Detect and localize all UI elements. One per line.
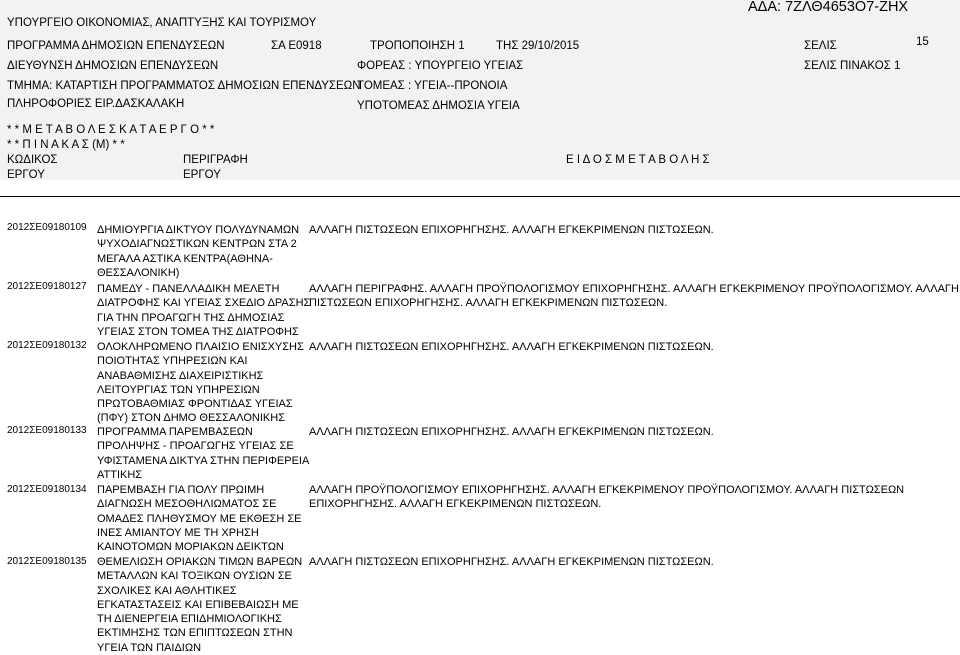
- modification-date: ΤΗΣ 29/10/2015: [496, 40, 580, 52]
- desc-line: ΠΡΟΓΡΑΜΜΑ ΠΑΡΕΜΒΑΣΕΩΝ: [97, 426, 253, 438]
- desc-line: ΘΕΣΣΑΛΟΝΙΚΗ): [97, 266, 180, 279]
- table-page-label: ΣΕΛΙΣ ΠΙΝΑΚΟΣ 1: [804, 60, 901, 72]
- desc-line: ΥΓΕΙΑ ΤΩΝ ΠΑΙΔΙΩΝ: [97, 641, 202, 654]
- desc-line: ΘΕΜΕΛΙΩΣΗ ΟΡΙΑΚΩΝ ΤΙΜΩΝ ΒΑΡΕΩΝ: [97, 556, 303, 568]
- row-description: [97, 425, 310, 482]
- row-description: [97, 555, 307, 655]
- desc-line: ΤΗ ΔΙΕΝΕΡΓΕΙΑ ΕΠΙΔΗΜΙΟΛΟΓΙΚΗΣ: [97, 613, 282, 626]
- department-name: ΤΜΗΜΑ: ΚΑΤΑΡΤΙΣΗ ΠΡΟΓΡΑΜΜΑΤΟΣ ΔΗΜΟΣΙΩΝ ΕΠΕΝΔΥΣΕΩΝ: [7, 80, 361, 92]
- row-code: 2012ΣΕ09180135: [7, 556, 87, 567]
- desc-line: ΑΤΤΙΚΗΣ: [97, 468, 143, 481]
- ministry-name: ΥΠΟΥΡΓΕΙΟ ΟΙΚΟΝΟΜΙΑΣ, ΑΝΑΠΤΥΞΗΣ ΚΑΙ ΤΟΥΡΙΣΜΟΥ: [7, 17, 317, 29]
- desc-line: ΟΜΑΔΕΣ ΠΛΗΘΥΣΜΟΥ ΜΕ ΕΚΘΕΣΗ ΣΕ: [97, 512, 302, 525]
- title-changes: * * Μ Ε Τ Α Β Ο Λ Ε Σ Κ Α Τ Α Ε Ρ Γ Ο * *: [7, 124, 215, 136]
- col-code-header-line2: ΕΡΓΟΥ: [7, 169, 45, 181]
- row-change-type: ΑΛΛΑΓΗ ΠΙΣΤΩΣΕΩΝ ΕΠΙΧΟΡΗΓΗΣΗΣ. ΑΛΛΑΓΗ ΕΓΚΕΚΡΙΜΕΝΩΝ ΠΙΣΤΩΣΕΩΝ.: [309, 556, 714, 568]
- desc-line: ΕΚΤΙΜΗΣΗΣ ΤΩΝ ΕΠΙΠΤΩΣΕΩΝ ΣΤΗΝ: [97, 627, 293, 640]
- desc-line: ΥΦΙΣΤΑΜΕΝΑ ΔΙΚΤΥΑ ΣΤΗΝ ΠΕΡΙΦΕΡΕΙΑ: [97, 454, 310, 467]
- col-desc-header-line1: ΠΕΡΙΓΡΑΦΗ: [183, 154, 248, 166]
- desc-line: ΕΓΚΑΤΑΣΤΑΣΕΙΣ ΚΑΙ ΕΠΙΒΕΒΑΙΩΣΗ ΜΕ: [97, 598, 299, 611]
- row-change-type: ΑΛΛΑΓΗ ΠΙΣΤΩΣΕΩΝ ΕΠΙΧΟΡΗΓΗΣΗΣ. ΑΛΛΑΓΗ ΕΓΚΕΚΡΙΜΕΝΩΝ ΠΙΣΤΩΣΕΩΝ.: [309, 426, 714, 438]
- desc-line: ΔΙΑΤΡΟΦΗΣ ΚΑΙ ΥΓΕΙΑΣ ΣΧΕΔΙΟ ΔΡΑΣΗΣ: [97, 297, 311, 310]
- desc-line: ΠΑΜΕΔΥ - ΠΑΝΕΛΛΑΔΙΚΗ ΜΕΛΕΤΗ: [97, 283, 280, 295]
- desc-line: ΠΟΙΟΤΗΤΑΣ ΥΠΗΡΕΣΙΩΝ ΚΑΙ: [97, 355, 248, 368]
- row-code: 2012ΣΕ09180127: [7, 281, 87, 292]
- desc-line: ΙΝΕΣ ΑΜΙΑΝΤΟΥ ΜΕ ΤΗ ΧΡΗΣΗ: [97, 526, 259, 539]
- program-name: ΠΡΟΓΡΑΜΜΑ ΔΗΜΟΣΙΩΝ ΕΠΕΝΔΥΣΕΩΝ: [7, 40, 225, 52]
- desc-line: ΔΗΜΙΟΥΡΓΙΑ ΔΙΚΤΥΟΥ ΠΟΛΥΔΥΝΑΜΩΝ: [97, 224, 300, 236]
- desc-line: ΠΡΩΤΟΒΑΘΜΙΑΣ ΦΡΟΝΤΙΔΑΣ ΥΓΕΙΑΣ: [97, 398, 293, 411]
- desc-line: ΠΑΡΕΜΒΑΣΗ ΓΙΑ ΠΟΛΥ ΠΡΩΙΜΗ: [97, 484, 265, 496]
- desc-line: ΜΕΓΑΛΑ ΑΣΤΙΚΑ ΚΕΝΤΡΑ(ΑΘΗΝΑ-: [97, 252, 273, 265]
- page-number: 15: [916, 36, 929, 48]
- ada-code: ΑΔΑ: 7ΖΛΘ4653Ο7-ΖΗΧ: [748, 0, 909, 15]
- col-code-header-line1: ΚΩΔΙΚΟΣ: [7, 154, 58, 166]
- title-table: * * Π Ι Ν Α Κ Α Σ (Μ) * *: [7, 139, 125, 151]
- row-change-type: ΑΛΛΑΓΗ ΠΙΣΤΩΣΕΩΝ ΕΠΙΧΟΡΗΓΗΣΗΣ. ΑΛΛΑΓΗ ΕΓΚΕΚΡΙΜΕΝΩΝ ΠΙΣΤΩΣΕΩΝ.: [309, 224, 714, 236]
- page-label: ΣΕΛΙΣ: [804, 40, 837, 52]
- row-code: 2012ΣΕ09180109: [7, 222, 87, 233]
- desc-line: ΟΛΟΚΛΗΡΩΜΕΝΟ ΠΛΑΙΣΙΟ ΕΝΙΣΧΥΣΗΣ: [97, 341, 304, 353]
- row-change-type: ΑΛΛΑΓΗ ΠΙΣΤΩΣΕΩΝ ΕΠΙΧΟΡΗΓΗΣΗΣ. ΑΛΛΑΓΗ ΕΓΚΕΚΡΙΜΕΝΩΝ ΠΙΣΤΩΣΕΩΝ.: [309, 341, 714, 353]
- row-description: [97, 223, 307, 280]
- desc-line: ΚΑΙΝΟΤΟΜΩΝ ΜΟΡΙΑΚΩΝ ΔΕΙΚΤΩΝ: [97, 541, 284, 554]
- sa-code: ΣΑ Ε0918: [271, 40, 322, 52]
- desc-line: ΑΝΑΒΑΘΜΙΣΗΣ ΔΙΑΧΕΙΡΙΣΤΙΚΗΣ: [97, 369, 264, 382]
- desc-line: ΨΥΧΟΔΙΑΓΝΩΣΤΙΚΩΝ ΚΕΝΤΡΩΝ ΣΤΑ 2: [97, 238, 297, 251]
- sector-name: ΤΟΜΕΑΣ : ΥΓΕΙΑ--ΠΡΟΝΟΙΑ: [357, 80, 508, 92]
- desc-line: ΜΕΤΑΛΛΩΝ ΚΑΙ ΤΟΞΙΚΩΝ ΟΥΣΙΩΝ ΣΕ: [97, 570, 292, 583]
- desc-line: ΓΙΑ ΤΗΝ ΠΡΟΑΓΩΓΗ ΤΗΣ ΔΗΜΟΣΙΑΣ: [97, 311, 285, 324]
- table-top-rule: [0, 196, 960, 197]
- directorate-name: ΔΙΕΥΘΥΝΣΗ ΔΗΜΟΣΙΩΝ ΕΠΕΝΔΥΣΕΩΝ: [7, 60, 219, 72]
- col-desc-header-line2: ΕΡΓΟΥ: [183, 169, 221, 181]
- row-description: [97, 340, 307, 426]
- desc-line: ΛΕΙΤΟΥΡΓΙΑΣ ΤΩΝ ΥΠΗΡΕΣΙΩΝ: [97, 383, 260, 396]
- subsector-name: ΥΠΟΤΟΜΕΑΣ ΔΗΜΟΣΙΑ ΥΓΕΙΑ: [357, 100, 520, 112]
- desc-line: ΥΓΕΙΑΣ ΣΤΟΝ ΤΟΜΕΑ ΤΗΣ ΔΙΑΤΡΟΦΗΣ: [97, 325, 299, 338]
- row-change-type: ΑΛΛΑΓΗ ΠΡΟΫΠΟΛΟΓΙΣΜΟΥ ΕΠΙΧΟΡΗΓΗΣΗΣ. ΑΛΛΑΓΗ ΕΓΚΕΚΡΙΜΕΝΟΥ ΠΡΟΫΠΟΛΟΓΙΣΜΟΥ. ΑΛΛΑΓΗ ΠΙΣΤΩΣΕΩΝ ΕΠΙΧΟΡΗΓΗΣΗΣ. ΑΛΛΑΓΗ ΕΓΚΕΚΡΙΜΕΝΩΝ ΠΙΣΤΩΣΕΩΝ.: [309, 484, 905, 511]
- info-contact: ΠΛΗΡΟΦΟΡΙΕΣ ΕΙΡ.ΔΑΣΚΑΛΑΚΗ: [7, 98, 185, 110]
- col-change-header: Ε Ι Δ Ο Σ Μ Ε Τ Α Β Ο Λ Η Σ: [566, 154, 710, 166]
- row-change-type: ΑΛΛΑΓΗ ΠΕΡΙΓΡΑΦΗΣ. ΑΛΛΑΓΗ ΠΡΟΫΠΟΛΟΓΙΣΜΟΥ ΕΠΙΧΟΡΗΓΗΣΗΣ. ΑΛΛΑΓΗ ΕΓΚΕΚΡΙΜΕΝΟΥ ΠΡΟΫΠΟΛΟΓΙΣΜΟΥ. ΑΛΛΑΓΗ ΠΙΣΤΩΣΕΩΝ ΕΠΙΧΟΡΗΓΗΣΗΣ. ΑΛΛΑΓΗ ΕΓΚΕΚΡΙΜΕΝΩΝ ΠΙΣΤΩΣΕΩΝ.: [309, 283, 959, 310]
- modification-label: ΤΡΟΠΟΠΟΙΗΣΗ 1: [370, 40, 465, 52]
- desc-line: ΠΡΟΛΗΨΗΣ - ΠΡΟΑΓΩΓΗΣ ΥΓΕΙΑΣ ΣΕ: [97, 440, 294, 453]
- agency-name: ΦΟΡΕΑΣ : ΥΠΟΥΡΓΕΙΟ ΥΓΕΙΑΣ: [357, 60, 524, 72]
- desc-line: (ΠΦΥ) ΣΤΟΝ ΔΗΜΟ ΘΕΣΣΑΛΟΝΙΚΗΣ: [97, 412, 286, 425]
- row-code: 2012ΣΕ09180133: [7, 425, 87, 436]
- desc-line: ΣΧΟΛΙΚΕΣ ΚΑΙ ΑΘΛΗΤΙΚΕΣ: [97, 584, 237, 597]
- row-code: 2012ΣΕ09180132: [7, 340, 87, 351]
- row-description: [97, 483, 307, 554]
- desc-line: ΔΙΑΓΝΩΣΗ ΜΕΣΟΘΗΛΙΩΜΑΤΟΣ ΣΕ: [97, 498, 277, 511]
- row-description: [97, 282, 311, 339]
- row-code: 2012ΣΕ09180134: [7, 484, 87, 495]
